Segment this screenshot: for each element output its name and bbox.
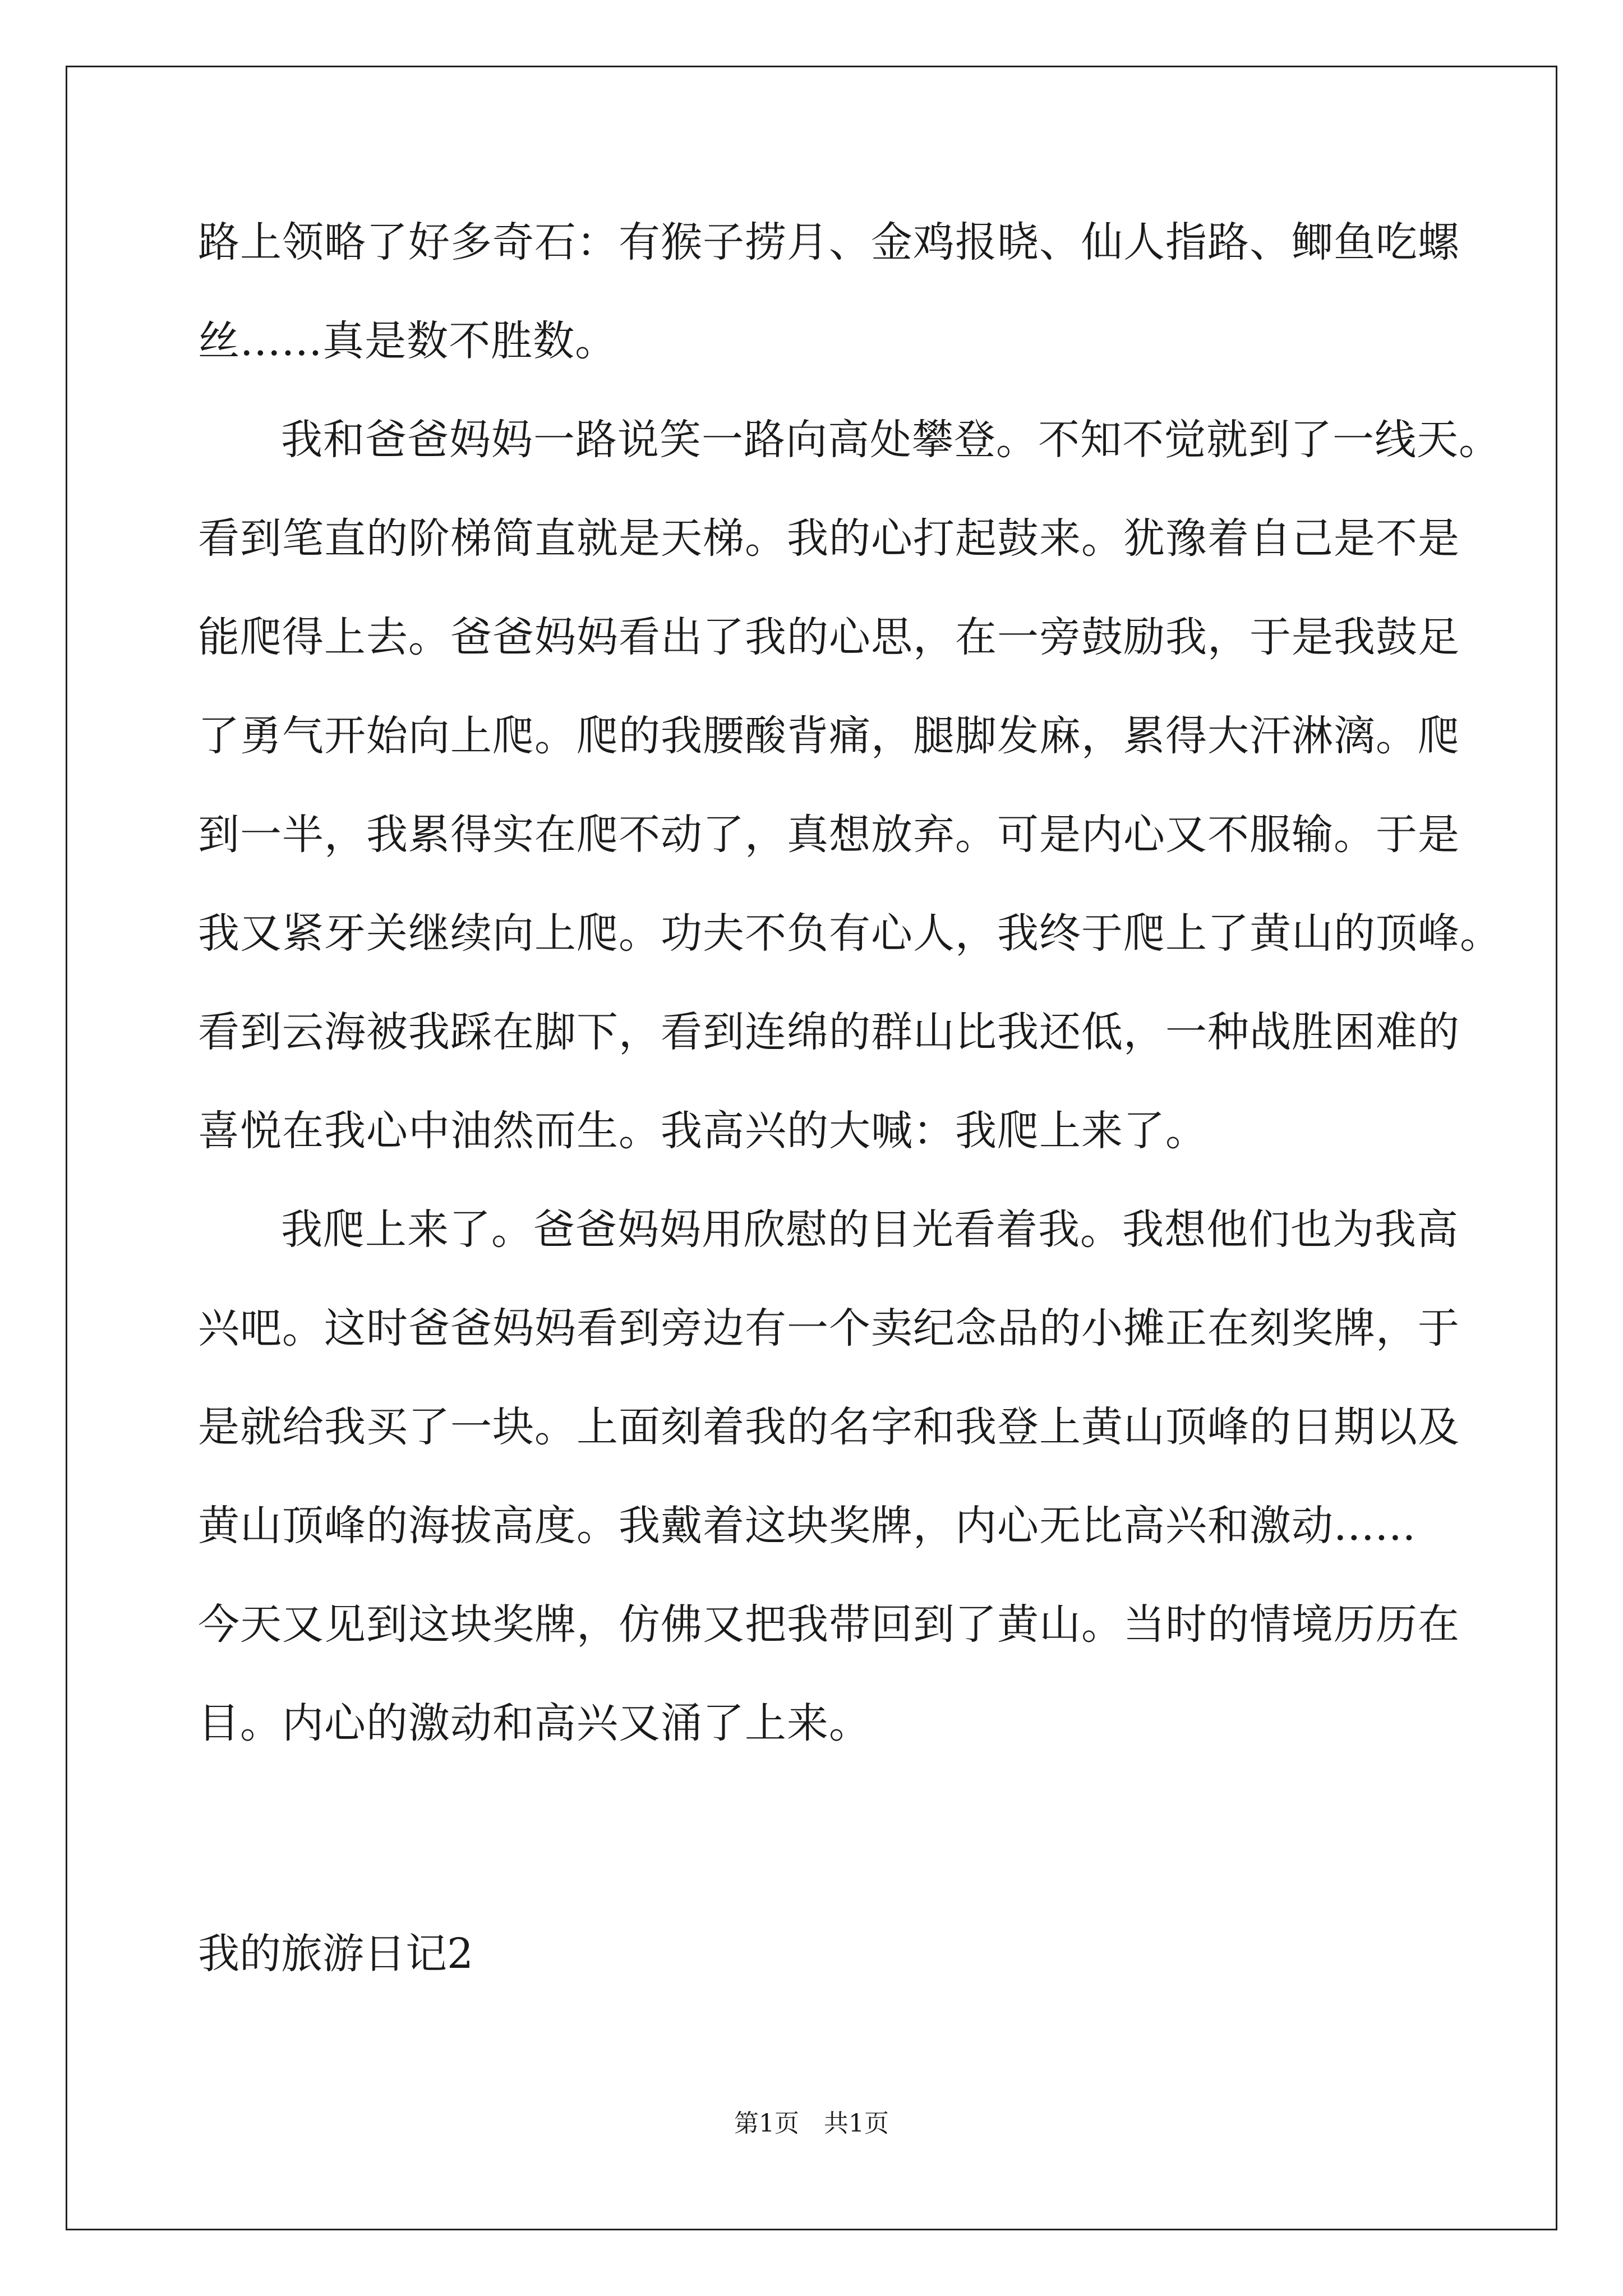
text-line: 看到云海被我踩在脚下，看到连绵的群山比我还低，一种战胜困难的 bbox=[198, 1008, 1460, 1056]
page-number: 第1页 bbox=[734, 2109, 799, 2138]
text-line: 看到笔直的阶梯简直就是天梯。我的心打起鼓来。犹豫着自己是不是 bbox=[198, 514, 1460, 563]
paragraph-start-line: 我和爸爸妈妈一路说笑一路向高处攀登。不知不觉就到了一线天。 bbox=[281, 416, 1501, 464]
text-line: 是就给我买了一块。上面刻着我的名字和我登上黄山顶峰的日期以及 bbox=[198, 1403, 1460, 1451]
document-body bbox=[198, 218, 1502, 1747]
paragraph-start-line: 我爬上来了。爸爸妈妈用欣慰的目光看着我。我想他们也为我高 bbox=[281, 1205, 1459, 1254]
text-line: 丝......真是数不胜数。 bbox=[198, 317, 617, 365]
text-line: 喜悦在我心中油然而生。我高兴的大喊：我爬上来了。 bbox=[198, 1107, 1207, 1155]
text-line: 黄山顶峰的海拔高度。我戴着这块奖牌，内心无比高兴和激动...... bbox=[198, 1502, 1417, 1550]
page-footer bbox=[0, 2111, 1623, 2136]
text-line: 我又紧牙关继续向上爬。功夫不负有心人，我终于爬上了黄山的顶峰。 bbox=[198, 909, 1502, 958]
text-line: 兴吧。这时爸爸妈妈看到旁边有一个卖纪念品的小摊正在刻奖牌，于 bbox=[198, 1304, 1460, 1352]
page-total: 共1页 bbox=[824, 2109, 889, 2138]
next-section-title: 我的旅游日记2 bbox=[198, 1930, 474, 1978]
text-line: 能爬得上去。爸爸妈妈看出了我的心思，在一旁鼓励我，于是我鼓足 bbox=[198, 613, 1460, 661]
text-line: 路上领略了好多奇石：有猴子捞月、金鸡报晓、仙人指路、鲫鱼吃螺 bbox=[198, 218, 1460, 266]
text-line: 到一半，我累得实在爬不动了，真想放弃。可是内心又不服输。于是 bbox=[198, 811, 1460, 859]
text-line: 了勇气开始向上爬。爬的我腰酸背痛，腿脚发麻，累得大汗淋漓。爬 bbox=[198, 712, 1460, 760]
text-line: 目。内心的激动和高兴又涌了上来。 bbox=[198, 1699, 871, 1747]
text-line: 今天又见到这块奖牌，仿佛又把我带回到了黄山。当时的情境历历在 bbox=[198, 1600, 1460, 1649]
